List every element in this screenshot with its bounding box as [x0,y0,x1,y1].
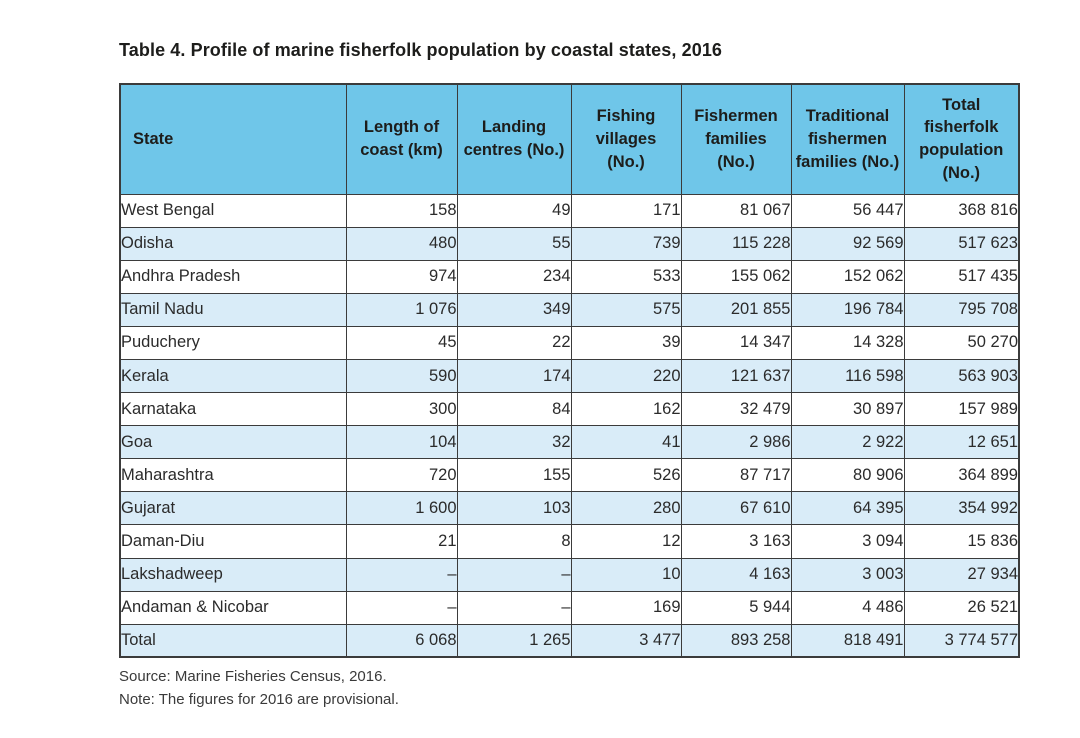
value-cell: 795 708 [904,293,1019,326]
column-header-landing-centres: Landing centres (No.) [457,84,571,194]
table-row [120,591,1019,624]
value-cell: 39 [571,326,681,359]
value-cell: 368 816 [904,194,1019,227]
total-row [120,624,1019,657]
value-cell: 104 [346,426,457,459]
value-cell: 517 623 [904,227,1019,260]
table-row [120,459,1019,492]
value-cell: 14 328 [791,326,904,359]
value-cell: 26 521 [904,591,1019,624]
value-cell: 15 836 [904,525,1019,558]
value-cell: 364 899 [904,459,1019,492]
value-cell: 171 [571,194,681,227]
value-cell: 720 [346,459,457,492]
table-row [120,492,1019,525]
state-cell: Andaman & Nicobar [120,591,346,624]
value-cell: 80 906 [791,459,904,492]
value-cell: 563 903 [904,359,1019,392]
column-header-traditional-fishermen-families: Traditional fishermen families (No.) [791,84,904,194]
value-cell: 116 598 [791,359,904,392]
column-header-length-of-coast: Length of coast (km) [346,84,457,194]
value-cell: 12 651 [904,426,1019,459]
table-row [120,393,1019,426]
value-cell: 2 986 [681,426,791,459]
value-cell: 152 062 [791,260,904,293]
column-header-fishing-villages: Fishing villages (No.) [571,84,681,194]
table-row [120,426,1019,459]
state-cell: Puduchery [120,326,346,359]
value-cell: 169 [571,591,681,624]
table-header [120,84,1019,194]
value-cell: 2 922 [791,426,904,459]
fisherfolk-table [119,83,1020,658]
value-cell: 526 [571,459,681,492]
value-cell: 1 265 [457,624,571,657]
table-row [120,525,1019,558]
state-cell: Tamil Nadu [120,293,346,326]
value-cell: 162 [571,393,681,426]
value-cell: 115 228 [681,227,791,260]
value-cell: 893 258 [681,624,791,657]
value-cell: 50 270 [904,326,1019,359]
value-cell: 280 [571,492,681,525]
value-cell: 533 [571,260,681,293]
value-cell: 12 [571,525,681,558]
value-cell: 4 486 [791,591,904,624]
value-cell: 3 094 [791,525,904,558]
value-cell: 27 934 [904,558,1019,591]
value-cell: 92 569 [791,227,904,260]
value-cell: 8 [457,525,571,558]
table-footer [119,665,1019,711]
value-cell: – [457,558,571,591]
value-cell: 103 [457,492,571,525]
value-cell: 158 [346,194,457,227]
column-header-total-fisherfolk-population: Total fisherfolk population (No.) [904,84,1019,194]
state-cell: West Bengal [120,194,346,227]
value-cell: 590 [346,359,457,392]
state-cell: Odisha [120,227,346,260]
value-cell: 81 067 [681,194,791,227]
value-cell: 349 [457,293,571,326]
state-cell: Kerala [120,359,346,392]
value-cell: 196 784 [791,293,904,326]
value-cell: 4 163 [681,558,791,591]
value-cell: 56 447 [791,194,904,227]
table-row [120,293,1019,326]
value-cell: 174 [457,359,571,392]
value-cell: 3 163 [681,525,791,558]
value-cell: 517 435 [904,260,1019,293]
value-cell: 3 003 [791,558,904,591]
header-row [120,84,1019,194]
value-cell: 155 [457,459,571,492]
state-cell: Karnataka [120,393,346,426]
value-cell: 32 479 [681,393,791,426]
value-cell: 201 855 [681,293,791,326]
state-cell: Daman-Diu [120,525,346,558]
value-cell: 157 989 [904,393,1019,426]
value-cell: 220 [571,359,681,392]
value-cell: 21 [346,525,457,558]
column-header-fishermen-families: Fishermen families (No.) [681,84,791,194]
value-cell: 6 068 [346,624,457,657]
value-cell: – [346,558,457,591]
value-cell: 121 637 [681,359,791,392]
value-cell: 10 [571,558,681,591]
state-cell: Gujarat [120,492,346,525]
state-cell: Goa [120,426,346,459]
value-cell: 818 491 [791,624,904,657]
value-cell: 41 [571,426,681,459]
table-row [120,558,1019,591]
value-cell: 155 062 [681,260,791,293]
value-cell: 300 [346,393,457,426]
value-cell: 974 [346,260,457,293]
table-body [120,194,1019,657]
value-cell: 14 347 [681,326,791,359]
value-cell: 87 717 [681,459,791,492]
column-header-state: State [120,84,346,194]
value-cell: 55 [457,227,571,260]
state-cell: Total [120,624,346,657]
source-line: Source: Marine Fisheries Census, 2016. [119,668,387,686]
value-cell: 45 [346,326,457,359]
value-cell: 1 600 [346,492,457,525]
table-row [120,359,1019,392]
value-cell: 3 477 [571,624,681,657]
value-cell: – [457,591,571,624]
table-row [120,326,1019,359]
value-cell: 575 [571,293,681,326]
table-block [119,40,1019,711]
value-cell: 1 076 [346,293,457,326]
table-row [120,227,1019,260]
value-cell: 32 [457,426,571,459]
value-cell: 480 [346,227,457,260]
value-cell: 67 610 [681,492,791,525]
value-cell: 84 [457,393,571,426]
state-cell: Lakshadweep [120,558,346,591]
value-cell: 234 [457,260,571,293]
value-cell: 64 395 [791,492,904,525]
state-cell: Maharashtra [120,459,346,492]
value-cell: – [346,591,457,624]
state-cell: Andhra Pradesh [120,260,346,293]
value-cell: 354 992 [904,492,1019,525]
value-cell: 22 [457,326,571,359]
table-row [120,194,1019,227]
value-cell: 5 944 [681,591,791,624]
value-cell: 49 [457,194,571,227]
table-title: Table 4. Profile of marine fisherfolk population by coastal states, 2016 [119,40,723,60]
note-line: Note: The figures for 2016 are provisional. [119,691,399,709]
table-row [120,260,1019,293]
value-cell: 30 897 [791,393,904,426]
value-cell: 739 [571,227,681,260]
value-cell: 3 774 577 [904,624,1019,657]
